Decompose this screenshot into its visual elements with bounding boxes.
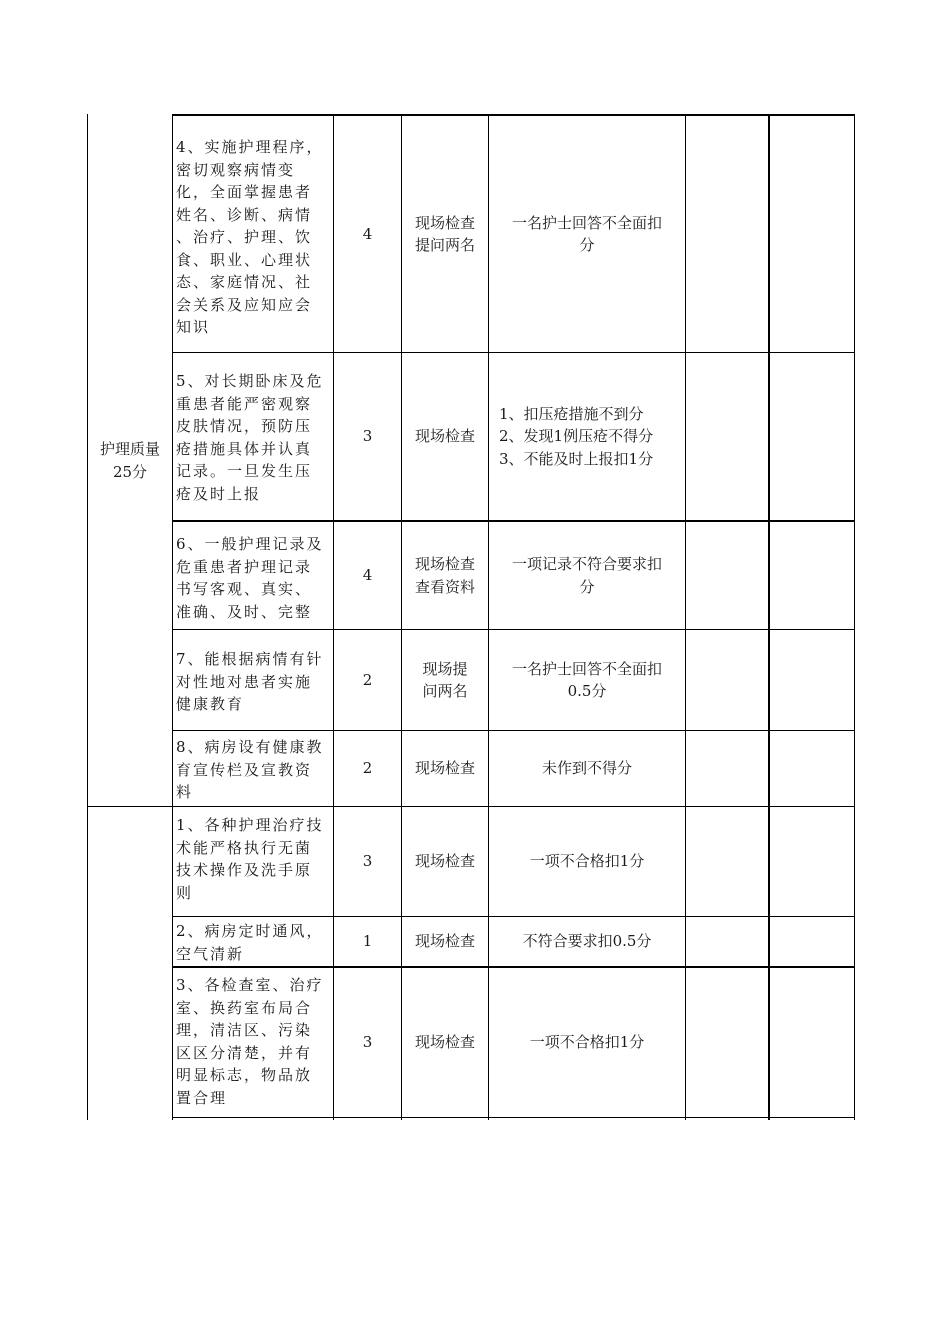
method-cell: 现场检查 查看资料 bbox=[414, 555, 475, 596]
deduction-cell: 一项不合格扣1分 bbox=[529, 852, 645, 871]
deduction-cell: 1、扣压疮措施不到分 2、发现1例压疮不得分 3、不能及时上报扣1分 bbox=[499, 404, 654, 468]
item-cell: 4、实施护理程序， 密切观察病情变 化，全面掌握患者 姓名、诊断、病情 、治疗、护理、饮 食、职业、心理状 态、家庭情况、社 会关系及应知应会 知识 bbox=[176, 138, 324, 336]
deduction-cell: 一项不合格扣1分 bbox=[529, 1033, 645, 1052]
score-cell: 1 bbox=[362, 932, 373, 951]
method-cell: 现场检查 bbox=[414, 932, 475, 951]
method-cell: 现场检查 bbox=[414, 852, 475, 871]
item-cell: 5、对长期卧床及危 重患者能严密观察 皮肤情况，预防压 疮措施具体并认真 记录。一旦发生压 疮及时上报 bbox=[176, 372, 324, 503]
score-cell: 2 bbox=[362, 759, 373, 778]
deduction-cell: 不符合要求扣0.5分 bbox=[522, 932, 652, 951]
deduction-cell: 一项记录不符合要求扣 分 bbox=[511, 555, 662, 596]
item-cell: 3、各检查室、治疗 室、换药室布局合 理，清洁区、污染 区区分清楚，并有 明显标志，物品放 置合理 bbox=[176, 976, 324, 1107]
grid-line bbox=[172, 1117, 855, 1118]
category-cell: 护理质量 25分 bbox=[99, 440, 160, 481]
method-cell: 现场检查 bbox=[414, 427, 475, 446]
deduction-cell: 未作到不得分 bbox=[541, 759, 632, 778]
category-cell bbox=[88, 807, 172, 1120]
item-cell: 8、病房设有健康教 育宣传栏及宣教资 料 bbox=[176, 738, 324, 801]
method-cell: 现场检查 提问两名 bbox=[414, 213, 475, 254]
grid-line bbox=[854, 114, 855, 1120]
score-cell: 4 bbox=[362, 224, 373, 243]
deduction-cell: 一名护士回答不全面扣 0.5分 bbox=[511, 659, 662, 700]
score-cell: 3 bbox=[362, 427, 373, 446]
score-cell: 3 bbox=[362, 852, 373, 871]
grid-line bbox=[768, 114, 770, 1120]
item-cell: 7、能根据病情有针 对性地对患者实施 健康教育 bbox=[176, 650, 324, 713]
score-cell: 3 bbox=[362, 1033, 373, 1052]
method-cell: 现场检查 bbox=[414, 1033, 475, 1052]
grid-line bbox=[685, 114, 686, 1120]
item-cell: 6、一般护理记录及 危重患者护理记录 书写客观、真实、 准确、及时、完整 bbox=[176, 535, 324, 621]
item-cell: 1、各种护理治疗技 术能严格执行无菌 技术操作及洗手原 则 bbox=[176, 816, 324, 902]
method-cell: 现场提 问两名 bbox=[422, 659, 468, 700]
score-cell: 4 bbox=[362, 566, 373, 585]
score-cell: 2 bbox=[362, 670, 373, 689]
item-cell: 2、病房定时通风， 空气清新 bbox=[176, 922, 324, 963]
method-cell: 现场检查 bbox=[414, 759, 475, 778]
deduction-cell: 一名护士回答不全面扣 分 bbox=[511, 213, 662, 254]
